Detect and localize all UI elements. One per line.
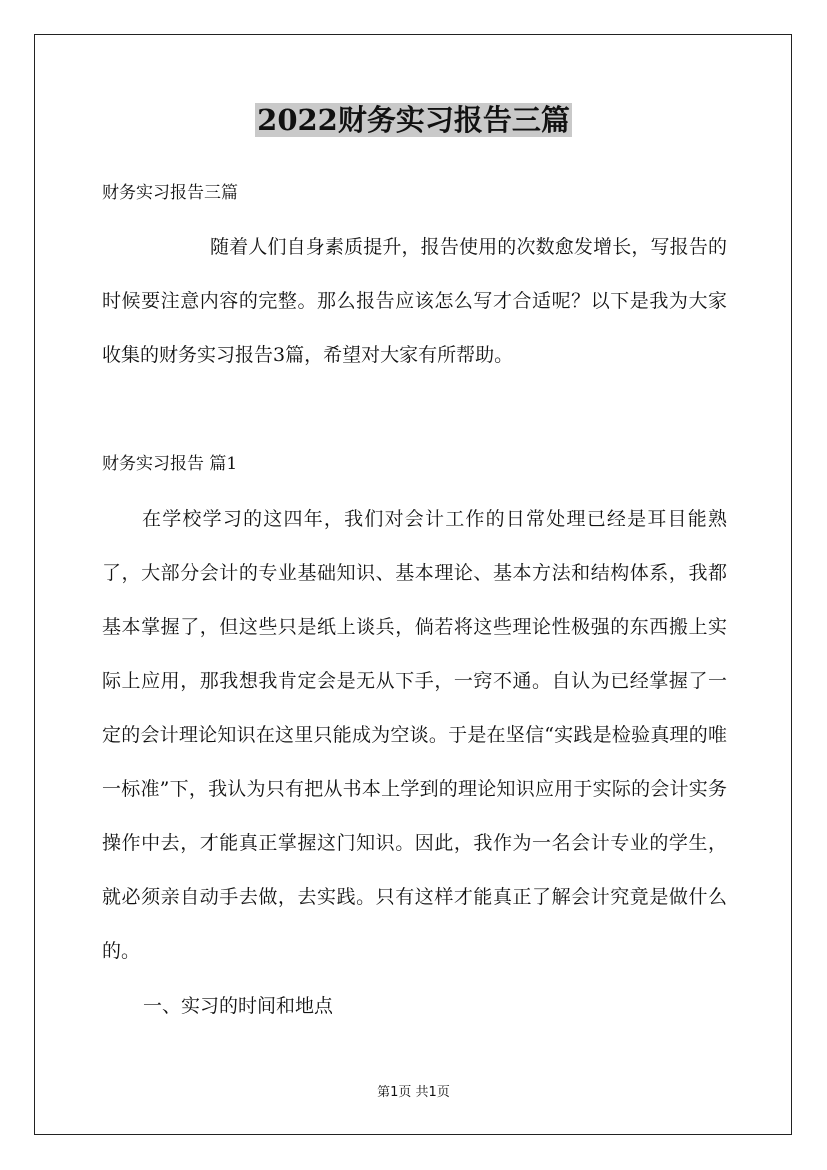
section-heading: 财务实习报告 篇1 [102, 454, 238, 474]
body-paragraph: 在学校学习的这四年，我们对会计工作的日常处理已经是耳目能熟了，大部分会计的专业基础知识、基本理论、基本方法和结构体系，我都基本掌握了，但这些只是纸上谈兵，倘若将这些理论性极强的东西搬上实际上应用，那我想我肯定会是无从下手，一窍不通。自认为已经掌握了一定的会计理论知识在这里只能成为空谈。于是在坚信“实践是检验真理的唯一标准”下，我认为只有把从书本上学到的理论知识应用于实际的会计实务操作中去，才能真正掌握这门知识。因此，我作为一名会计专业的学生，就必须亲自动手去做，去实践。只有这样才能真正了解会计究竟是做什么的。 [102, 508, 727, 962]
numbered-heading: 一、实习的时间和地点 [143, 995, 334, 1017]
document-title [0, 100, 827, 140]
page-footer: 第1页 共1页 [377, 1085, 450, 1100]
document-title-text: 2022财务实习报告三篇 [257, 103, 570, 137]
intro-paragraph: 随着人们自身素质提升，报告使用的次数愈发增长，写报告的时候要注意内容的完整。那么报告应该怎么写才合适呢？以下是我为大家收集的财务实习报告3篇，希望对大家有所帮助。 [102, 236, 727, 366]
document-subtitle: 财务实习报告三篇 [102, 183, 238, 203]
